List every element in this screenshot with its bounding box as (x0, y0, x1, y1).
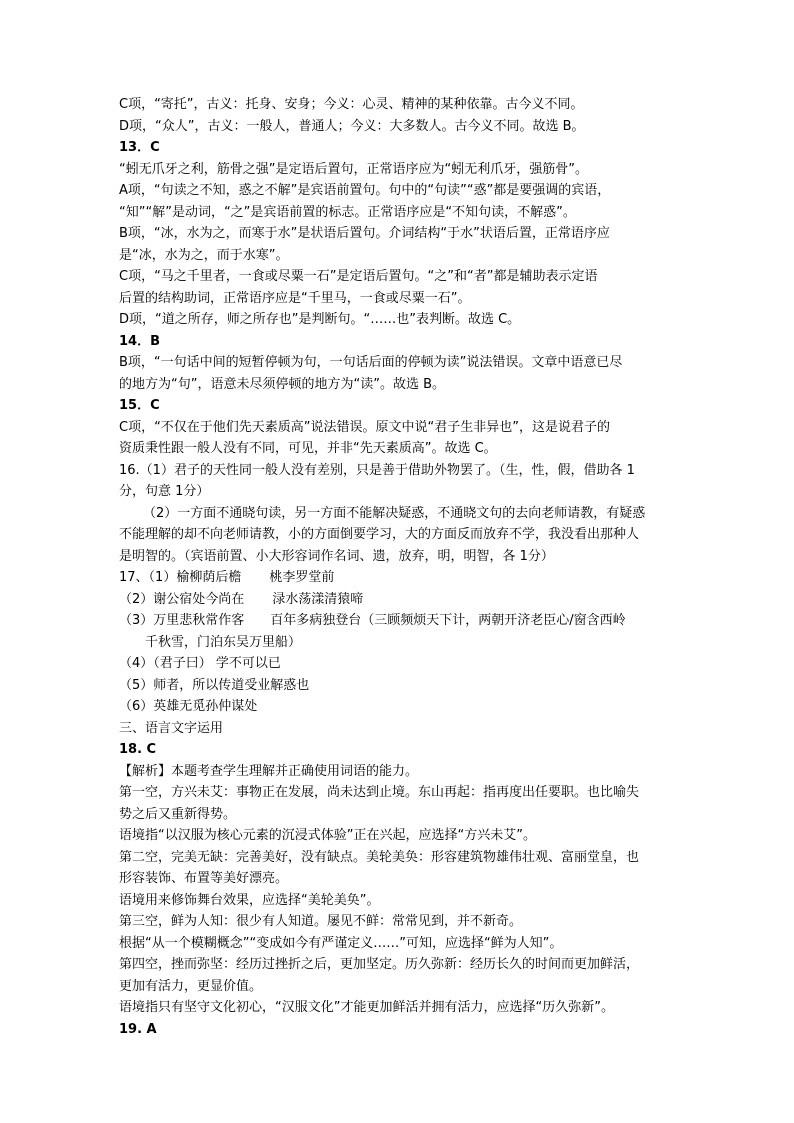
text-line: “蚓无爪牙之利，筋骨之强”是定语后置句，正常语序应为“蚓无利爪牙，强筋骨”。 (119, 161, 588, 177)
question-number: 15．C (119, 398, 160, 413)
text-line: 分，句意 1分） (119, 484, 210, 499)
text-line: 第二空，完美无缺：完善美好，没有缺点。美轮美奂：形容建筑物雄伟壮观、富丽堂皇，也 (119, 849, 640, 865)
text-line: B项，“冰，水为之，而寒于水”是状语后置句。介词结构“于水”状语后置，正常语序应 (119, 226, 610, 241)
text-line: 【解析】本题考查学生理解并正确使用词语的能力。 (119, 763, 419, 779)
text-line (119, 567, 681, 589)
text-line: D项，“道之所存，师之所存也”是判断句。“……也”表判断。故选 C。 (119, 312, 521, 327)
text-line: 后置的结构助词，正常语序应是“千里马，一食或尽粟一石”。 (119, 290, 471, 306)
text-line: 是“冰，水为之，而于水寒”。 (119, 247, 289, 263)
text-line: C项，“不仅在于他们先天素质高”说法错误。原文中说“君子生非异也”，这是说君子的 (119, 419, 611, 435)
poem-line-b: 桃李罗堂前 (269, 570, 335, 585)
question-number: 18. C (119, 742, 157, 757)
question-number: 14．B (119, 333, 160, 349)
text-line: 势之后又重新得势。 (119, 806, 237, 822)
text-line (119, 589, 681, 611)
text-line: 更加有活力，更显价值。 (119, 978, 263, 994)
text-line: 第三空，鲜为人知：很少有人知道。屡见不鲜：常常见到，并不新奇。 (119, 914, 523, 929)
text-line: 资质秉性跟一般人没有不同，可见，并非“先天素质高”。故选 C。 (119, 441, 497, 456)
text-line: 语境用来修饰舞台效果，应选择“美轮美奂”。 (119, 892, 380, 908)
question-number: 19. A (119, 1021, 157, 1037)
text-line: C项，“马之千里者，一食或尽粟一石”是定语后置句。“之”和“者”都是辅助表示定语 (119, 269, 598, 284)
text-line: （5）师者，所以传道受业解惑也 (119, 677, 310, 693)
text-line: “知”“解”是动词，“之”是宾语前置的标志。正常语序应是“不知句读，不解惑”。 (119, 204, 576, 220)
text-line: 根据“从一个模糊概念”“变成如今有严谨定义……”可知，应选择“鲜为人知”。 (119, 935, 563, 951)
text-line: 不能理解的却不向老师请教，小的方面倒要学习，大的方面反而放弃不学，我没看出那种人 (119, 527, 640, 542)
text-line: （4）（君子曰） 学不可以已 (119, 656, 281, 671)
text-line: （6）英雄无觅孙仲谋处 (119, 699, 258, 714)
text-line: 千秋雪，门泊东吴万里船） (145, 634, 302, 650)
text-line: C项，“寄托”，古义：托身、安身；今义：心灵、精神的某种依靠。古今义不同。 (119, 97, 584, 112)
text-line: 语境指“以汉服为核心元素的沉浸式体验”正在兴起，应选择“方兴未艾”。 (119, 828, 536, 843)
text-line: 形容装饰、布置等美好漂亮。 (119, 871, 289, 886)
text-line: 是明智的。（宾语前置、小大形容词作名词、遗，放弃，明，明智，各 1分） (119, 548, 554, 564)
text-line: 的地方为“句”，语意未尽须停顿的地方为“读”。故选 B。 (119, 376, 445, 392)
text-line: B项，“一句话中间的短暂停顿为句，一句话后面的停顿为读”说法错误。文章中语意已尽 (119, 355, 623, 370)
poem-line-a: （3）万里悲秋常作客 (119, 613, 245, 628)
text-line: A项，“句读之不知，惑之不解”是宾语前置句。句中的“句读”“惑”都是要强调的宾语， (119, 183, 611, 198)
text-line: 第一空，方兴未艾：事物正在发展，尚未达到止境。东山再起：指再度出任要职。也比喻失 (119, 785, 640, 800)
poem-line-a: （2）谢公宿处今尚在 (119, 591, 245, 607)
text-line: （2）一方面不通晓句读，另一方面不能解决疑惑，不通晓文句的去向老师请教，有疑惑 (143, 505, 646, 521)
section-heading: 三、语言文字运用 (119, 720, 224, 736)
text-line: 语境指只有坚守文化初心，“汉服文化”才能更加鲜活并拥有活力，应选择“历久弥新”。 (119, 1000, 614, 1015)
question-number: 13．C (119, 140, 160, 155)
text-line: 第四空，挫而弥坚：经历过挫折之后，更加坚定。历久弥新：经历长久的时间而更加鲜活， (119, 957, 640, 972)
poem-line-b: 渌水荡漾清猿啼 (272, 591, 364, 607)
text-line: 16.（1）君子的天性同一般人没有差别，只是善于借助外物罢了。（生，性，假，借助各 1 (119, 462, 635, 478)
poem-line-b: 百年多病独登台（三顾频烦天下计，两朝开济老臣心/窗含西岭 (270, 613, 626, 628)
text-line: D项，“众人”，古义：一般人，普通人；今义：大多数人。古今义不同。故选 B。 (119, 118, 585, 134)
document-page (119, 94, 681, 1040)
poem-line-a: 17、（1）榆柳荫后檐 (119, 570, 242, 585)
text-line (119, 610, 681, 632)
